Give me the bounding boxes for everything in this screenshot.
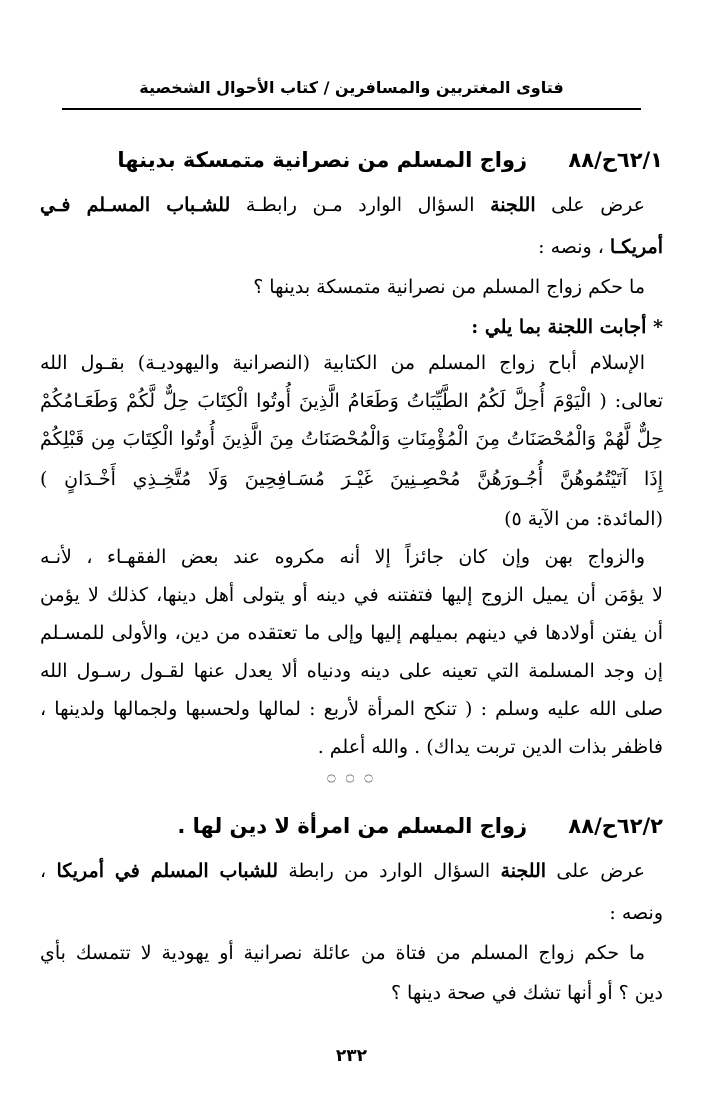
organization-name: للشباب المسلم في أمريكا	[56, 860, 278, 882]
intro-text: ،	[40, 860, 57, 882]
body-line: فاظفر بذات الدين تربت يداك) . والله أعلم .	[317, 736, 663, 758]
fatwa2-question-line: دين ؟ أو أنها تشك في صحة دينها ؟	[390, 982, 663, 1004]
verse-citation: (المائدة: من الآية ٥)	[504, 508, 663, 530]
fatwa2-number: ٦٢/٢ح/٨٨	[568, 814, 663, 838]
fatwa1-intro-line1	[40, 194, 663, 217]
body-line: إن وجد المسلمة التي تعينه على دينه ودنياه ألا يعدل عنها لقـول رسـول الله	[40, 660, 663, 682]
fatwa1-question: ما حكم زواج المسلم من نصرانية متمسكة بدينها ؟	[253, 276, 645, 298]
fatwa2-heading	[40, 814, 663, 838]
organization-name: للشـباب المسـلم فـي	[40, 194, 231, 216]
body-line: صلى الله عليه وسلم : ( تنكح المرأة لأربع : لمالها ولحسبها ولجمالها ولدينها ،	[40, 698, 663, 720]
intro-text: عرض على	[535, 194, 645, 216]
fatwa1-number: ٦٢/١ح/٨٨	[568, 148, 663, 172]
header-divider	[62, 108, 641, 110]
intro-text: ، ونصه :	[538, 236, 610, 258]
body-line: لا يؤمَن أن يميل الزوج إليها فتفتنه في دينه أو يتولى أهل دينها، كذلك لا يؤمن	[40, 584, 663, 606]
intro-text: السؤال الوارد مـن رابطـة	[230, 194, 491, 216]
fatwa2-intro-line2: ونصه :	[609, 902, 663, 924]
running-header: فتاوى المغتربين والمسافرين / كتاب الأحوال الشخصية	[139, 78, 564, 97]
quran-verse-line: إِذَا آتَيْتُمُوهُنَّ أُجُـورَهُنَّ مُحْصِـنِينَ غَيْـرَ مُسَـافِحِينَ وَلَا مُتَّخِـذِي أَخْـدَانٍ )	[40, 468, 663, 490]
organization-name: أمريكـا	[609, 236, 663, 258]
fatwa2-question-line: ما حكم زواج المسلم من فتاة من عائلة نصرانية أو يهودية لا تتمسك بأي	[40, 942, 645, 964]
committee-name: اللجنة	[500, 860, 547, 882]
quran-verse-line: حِلٌّ لَّهُمْ وَالْمُحْصَنَاتُ مِنَ الْمُؤْمِنَاتِ وَالْمُحْصَنَاتُ مِنَ الَّذِينَ أُوتُوا الْكِتَابَ مِن قَبْلِكُمْ	[40, 428, 663, 450]
section-ornament	[0, 768, 703, 784]
intro-text: السؤال الوارد من رابطة	[278, 860, 501, 882]
body-line: والزواج بهن وإن كان جائزاً إلا أنه مكروه عند بعض الفقهـاء ، لأنـه	[40, 546, 645, 568]
fatwa1-title: زواج المسلم من نصرانية متمسكة بدينها	[117, 148, 528, 172]
ornament-glyph: ۝	[364, 768, 376, 784]
committee-name: اللجنة	[490, 194, 536, 216]
answer-line: الإسلام أباح زواج المسلم من الكتابية (النصرانية واليهوديـة) بقـول الله	[40, 352, 645, 374]
ornament-glyph: ۝	[327, 768, 339, 784]
ornament-glyph: ۝	[345, 768, 358, 784]
body-line: أن يفتن أولادها في دينهم بميلهم إليها وإلى ما تعتقده من دين، والأولى للمسـلم	[40, 622, 663, 644]
quran-verse-line: تعالى: ( الْيَوْمَ أُحِلَّ لَكُمُ الطَّيِّبَاتُ وَطَعَامُ الَّذِينَ أُوتُوا الْكِتَابَ حِلٌّ لَّكُمْ وَطَعَـامُكُمْ	[40, 390, 663, 412]
fatwa1-intro-line2	[40, 236, 663, 259]
fatwa1-heading	[40, 148, 663, 172]
intro-text: عرض على	[546, 860, 645, 882]
fatwa2-title: زواج المسلم من امرأة لا دين لها .	[177, 814, 528, 838]
fatwa2-intro-line1	[40, 860, 663, 883]
page-number: ٢٣٢	[335, 1046, 368, 1066]
fatwa1-answer-heading: * أجابت اللجنة بما يلي :	[471, 316, 663, 338]
